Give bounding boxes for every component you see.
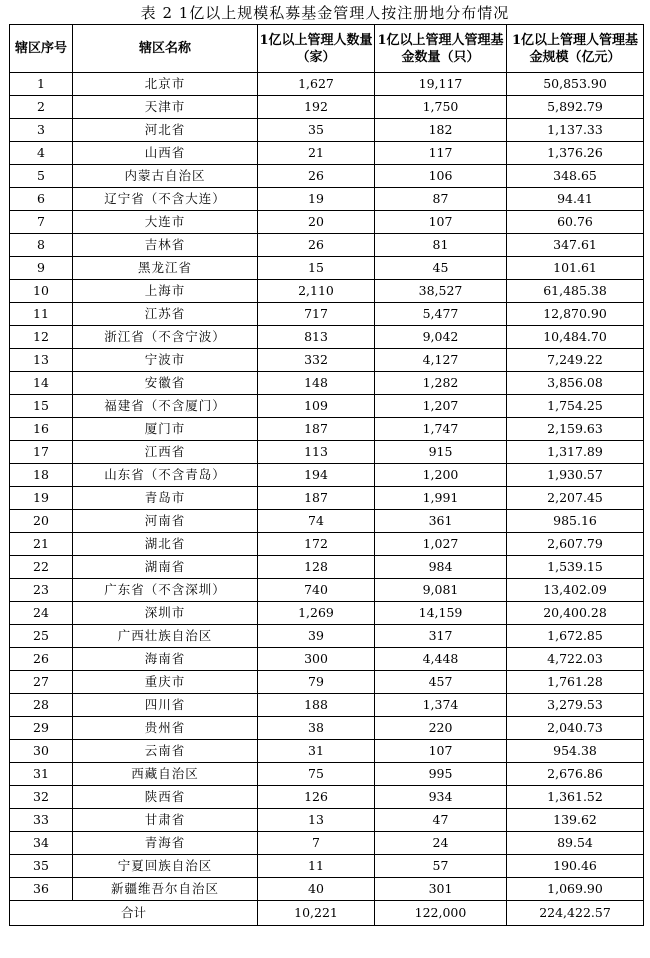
manager-count-cell: 332	[258, 349, 375, 372]
fund-scale-cell: 2,207.45	[507, 487, 644, 510]
fund-scale-cell: 1,539.15	[507, 556, 644, 579]
fund-count-cell: 361	[375, 510, 507, 533]
fund-scale-cell: 60.76	[507, 211, 644, 234]
region-index-cell: 12	[10, 326, 73, 349]
manager-count-cell: 38	[258, 717, 375, 740]
region-name-cell: 重庆市	[73, 671, 258, 694]
region-name-cell: 贵州省	[73, 717, 258, 740]
fund-scale-cell: 7,249.22	[507, 349, 644, 372]
region-name-cell: 山西省	[73, 142, 258, 165]
region-index-cell: 30	[10, 740, 73, 763]
manager-count-cell: 188	[258, 694, 375, 717]
region-name-cell: 广西壮族自治区	[73, 625, 258, 648]
manager-count-cell: 109	[258, 395, 375, 418]
table-row	[10, 441, 644, 464]
header-region-index: 辖区序号	[10, 25, 73, 73]
header-fund-count: 1亿以上管理人管理基金数量（只）	[375, 25, 507, 73]
table-row	[10, 510, 644, 533]
table-row	[10, 625, 644, 648]
region-index-cell: 1	[10, 73, 73, 96]
table-row	[10, 349, 644, 372]
region-index-cell: 2	[10, 96, 73, 119]
region-index-cell: 18	[10, 464, 73, 487]
region-index-cell: 21	[10, 533, 73, 556]
distribution-table	[9, 24, 644, 926]
region-name-cell: 北京市	[73, 73, 258, 96]
table-row	[10, 671, 644, 694]
manager-count-cell: 26	[258, 165, 375, 188]
table-row	[10, 165, 644, 188]
total-label: 合计	[10, 901, 258, 926]
table-row	[10, 878, 644, 901]
fund-scale-cell: 2,676.86	[507, 763, 644, 786]
region-index-cell: 7	[10, 211, 73, 234]
manager-count-cell: 39	[258, 625, 375, 648]
region-name-cell: 甘肃省	[73, 809, 258, 832]
region-name-cell: 厦门市	[73, 418, 258, 441]
fund-count-cell: 5,477	[375, 303, 507, 326]
table-row	[10, 73, 644, 96]
manager-count-cell: 15	[258, 257, 375, 280]
fund-scale-cell: 347.61	[507, 234, 644, 257]
manager-count-cell: 187	[258, 487, 375, 510]
region-name-cell: 四川省	[73, 694, 258, 717]
fund-scale-cell: 1,761.28	[507, 671, 644, 694]
table-row	[10, 487, 644, 510]
region-index-cell: 17	[10, 441, 73, 464]
region-name-cell: 内蒙古自治区	[73, 165, 258, 188]
fund-scale-cell: 2,040.73	[507, 717, 644, 740]
fund-count-cell: 19,117	[375, 73, 507, 96]
manager-count-cell: 31	[258, 740, 375, 763]
region-name-cell: 天津市	[73, 96, 258, 119]
region-index-cell: 32	[10, 786, 73, 809]
region-index-cell: 25	[10, 625, 73, 648]
manager-count-cell: 813	[258, 326, 375, 349]
region-index-cell: 5	[10, 165, 73, 188]
region-name-cell: 新疆维吾尔自治区	[73, 878, 258, 901]
table-row	[10, 740, 644, 763]
fund-count-cell: 1,282	[375, 372, 507, 395]
region-name-cell: 宁夏回族自治区	[73, 855, 258, 878]
fund-count-cell: 1,747	[375, 418, 507, 441]
fund-count-cell: 934	[375, 786, 507, 809]
manager-count-cell: 11	[258, 855, 375, 878]
manager-count-cell: 194	[258, 464, 375, 487]
fund-scale-cell: 954.38	[507, 740, 644, 763]
fund-scale-cell: 1,137.33	[507, 119, 644, 142]
region-name-cell: 云南省	[73, 740, 258, 763]
fund-count-cell: 45	[375, 257, 507, 280]
manager-count-cell: 19	[258, 188, 375, 211]
manager-count-cell: 740	[258, 579, 375, 602]
table-row	[10, 648, 644, 671]
region-name-cell: 西藏自治区	[73, 763, 258, 786]
fund-scale-cell: 5,892.79	[507, 96, 644, 119]
region-name-cell: 辽宁省（不含大连）	[73, 188, 258, 211]
total-managers: 10,221	[258, 901, 375, 926]
fund-scale-cell: 61,485.38	[507, 280, 644, 303]
region-index-cell: 26	[10, 648, 73, 671]
table-row	[10, 234, 644, 257]
fund-scale-cell: 101.61	[507, 257, 644, 280]
fund-count-cell: 4,448	[375, 648, 507, 671]
manager-count-cell: 300	[258, 648, 375, 671]
manager-count-cell: 192	[258, 96, 375, 119]
fund-count-cell: 1,991	[375, 487, 507, 510]
table-row	[10, 694, 644, 717]
manager-count-cell: 74	[258, 510, 375, 533]
manager-count-cell: 113	[258, 441, 375, 464]
region-name-cell: 山东省（不含青岛）	[73, 464, 258, 487]
fund-count-cell: 9,081	[375, 579, 507, 602]
fund-scale-cell: 94.41	[507, 188, 644, 211]
fund-scale-cell: 12,870.90	[507, 303, 644, 326]
table-row	[10, 533, 644, 556]
table-row	[10, 188, 644, 211]
table-row	[10, 418, 644, 441]
region-index-cell: 19	[10, 487, 73, 510]
fund-count-cell: 106	[375, 165, 507, 188]
table-row	[10, 303, 644, 326]
table-row	[10, 326, 644, 349]
manager-count-cell: 26	[258, 234, 375, 257]
region-name-cell: 安徽省	[73, 372, 258, 395]
fund-scale-cell: 50,853.90	[507, 73, 644, 96]
header-manager-count: 1亿以上管理人数量（家）	[258, 25, 375, 73]
fund-scale-cell: 985.16	[507, 510, 644, 533]
fund-count-cell: 107	[375, 211, 507, 234]
fund-scale-cell: 3,856.08	[507, 372, 644, 395]
table-row	[10, 280, 644, 303]
fund-count-cell: 9,042	[375, 326, 507, 349]
region-name-cell: 吉林省	[73, 234, 258, 257]
fund-count-cell: 24	[375, 832, 507, 855]
fund-scale-cell: 13,402.09	[507, 579, 644, 602]
fund-scale-cell: 4,722.03	[507, 648, 644, 671]
region-index-cell: 23	[10, 579, 73, 602]
fund-count-cell: 220	[375, 717, 507, 740]
fund-scale-cell: 348.65	[507, 165, 644, 188]
table-row	[10, 372, 644, 395]
region-index-cell: 27	[10, 671, 73, 694]
total-row	[10, 901, 644, 926]
fund-count-cell: 117	[375, 142, 507, 165]
total-funds: 122,000	[375, 901, 507, 926]
table-row	[10, 211, 644, 234]
fund-count-cell: 301	[375, 878, 507, 901]
region-name-cell: 湖北省	[73, 533, 258, 556]
fund-count-cell: 107	[375, 740, 507, 763]
table-row	[10, 832, 644, 855]
region-name-cell: 河南省	[73, 510, 258, 533]
fund-count-cell: 317	[375, 625, 507, 648]
fund-scale-cell: 190.46	[507, 855, 644, 878]
fund-count-cell: 984	[375, 556, 507, 579]
fund-count-cell: 47	[375, 809, 507, 832]
table-row	[10, 717, 644, 740]
fund-scale-cell: 20,400.28	[507, 602, 644, 625]
table-row	[10, 464, 644, 487]
region-name-cell: 河北省	[73, 119, 258, 142]
region-name-cell: 江西省	[73, 441, 258, 464]
region-index-cell: 10	[10, 280, 73, 303]
fund-count-cell: 14,159	[375, 602, 507, 625]
fund-scale-cell: 1,361.52	[507, 786, 644, 809]
region-index-cell: 34	[10, 832, 73, 855]
fund-count-cell: 457	[375, 671, 507, 694]
fund-scale-cell: 2,607.79	[507, 533, 644, 556]
region-name-cell: 深圳市	[73, 602, 258, 625]
region-index-cell: 28	[10, 694, 73, 717]
region-index-cell: 20	[10, 510, 73, 533]
manager-count-cell: 40	[258, 878, 375, 901]
region-name-cell: 福建省（不含厦门）	[73, 395, 258, 418]
fund-scale-cell: 3,279.53	[507, 694, 644, 717]
fund-count-cell: 81	[375, 234, 507, 257]
table-row	[10, 763, 644, 786]
fund-scale-cell: 2,159.63	[507, 418, 644, 441]
manager-count-cell: 717	[258, 303, 375, 326]
fund-count-cell: 57	[375, 855, 507, 878]
table-row	[10, 855, 644, 878]
manager-count-cell: 126	[258, 786, 375, 809]
region-name-cell: 陕西省	[73, 786, 258, 809]
fund-count-cell: 182	[375, 119, 507, 142]
manager-count-cell: 20	[258, 211, 375, 234]
region-name-cell: 广东省（不含深圳）	[73, 579, 258, 602]
fund-count-cell: 995	[375, 763, 507, 786]
table-row	[10, 809, 644, 832]
fund-count-cell: 915	[375, 441, 507, 464]
region-name-cell: 上海市	[73, 280, 258, 303]
fund-scale-cell: 1,930.57	[507, 464, 644, 487]
region-index-cell: 29	[10, 717, 73, 740]
region-index-cell: 4	[10, 142, 73, 165]
manager-count-cell: 75	[258, 763, 375, 786]
region-index-cell: 24	[10, 602, 73, 625]
table-row	[10, 395, 644, 418]
fund-count-cell: 1,207	[375, 395, 507, 418]
region-name-cell: 宁波市	[73, 349, 258, 372]
region-index-cell: 16	[10, 418, 73, 441]
manager-count-cell: 1,269	[258, 602, 375, 625]
region-name-cell: 大连市	[73, 211, 258, 234]
region-index-cell: 14	[10, 372, 73, 395]
manager-count-cell: 148	[258, 372, 375, 395]
manager-count-cell: 2,110	[258, 280, 375, 303]
fund-scale-cell: 139.62	[507, 809, 644, 832]
region-index-cell: 9	[10, 257, 73, 280]
region-index-cell: 13	[10, 349, 73, 372]
region-name-cell: 黑龙江省	[73, 257, 258, 280]
fund-scale-cell: 1,069.90	[507, 878, 644, 901]
table-row	[10, 257, 644, 280]
fund-scale-cell: 1,317.89	[507, 441, 644, 464]
region-name-cell: 浙江省（不含宁波）	[73, 326, 258, 349]
manager-count-cell: 128	[258, 556, 375, 579]
fund-count-cell: 4,127	[375, 349, 507, 372]
table-row	[10, 142, 644, 165]
fund-count-cell: 1,750	[375, 96, 507, 119]
region-index-cell: 11	[10, 303, 73, 326]
region-index-cell: 31	[10, 763, 73, 786]
region-name-cell: 青海省	[73, 832, 258, 855]
fund-count-cell: 38,527	[375, 280, 507, 303]
region-index-cell: 8	[10, 234, 73, 257]
table-row	[10, 96, 644, 119]
region-index-cell: 35	[10, 855, 73, 878]
manager-count-cell: 35	[258, 119, 375, 142]
fund-scale-cell: 1,376.26	[507, 142, 644, 165]
fund-scale-cell: 89.54	[507, 832, 644, 855]
header-fund-scale: 1亿以上管理人管理基金规模（亿元）	[507, 25, 644, 73]
table-row	[10, 556, 644, 579]
region-index-cell: 36	[10, 878, 73, 901]
region-name-cell: 青岛市	[73, 487, 258, 510]
table-body	[10, 73, 644, 901]
fund-count-cell: 1,374	[375, 694, 507, 717]
region-index-cell: 15	[10, 395, 73, 418]
header-row	[10, 25, 644, 73]
manager-count-cell: 172	[258, 533, 375, 556]
manager-count-cell: 187	[258, 418, 375, 441]
manager-count-cell: 1,627	[258, 73, 375, 96]
region-index-cell: 3	[10, 119, 73, 142]
table-row	[10, 579, 644, 602]
fund-count-cell: 87	[375, 188, 507, 211]
manager-count-cell: 21	[258, 142, 375, 165]
fund-scale-cell: 1,754.25	[507, 395, 644, 418]
region-index-cell: 22	[10, 556, 73, 579]
region-name-cell: 江苏省	[73, 303, 258, 326]
region-index-cell: 33	[10, 809, 73, 832]
fund-count-cell: 1,027	[375, 533, 507, 556]
region-index-cell: 6	[10, 188, 73, 211]
region-name-cell: 海南省	[73, 648, 258, 671]
table-title: 表 2 1亿以上规模私募基金管理人按注册地分布情况	[140, 4, 510, 22]
table-row	[10, 119, 644, 142]
fund-scale-cell: 10,484.70	[507, 326, 644, 349]
total-scale: 224,422.57	[507, 901, 644, 926]
header-region-name: 辖区名称	[73, 25, 258, 73]
table-row	[10, 602, 644, 625]
manager-count-cell: 13	[258, 809, 375, 832]
fund-scale-cell: 1,672.85	[507, 625, 644, 648]
table-row	[10, 786, 644, 809]
fund-count-cell: 1,200	[375, 464, 507, 487]
region-name-cell: 湖南省	[73, 556, 258, 579]
manager-count-cell: 7	[258, 832, 375, 855]
manager-count-cell: 79	[258, 671, 375, 694]
